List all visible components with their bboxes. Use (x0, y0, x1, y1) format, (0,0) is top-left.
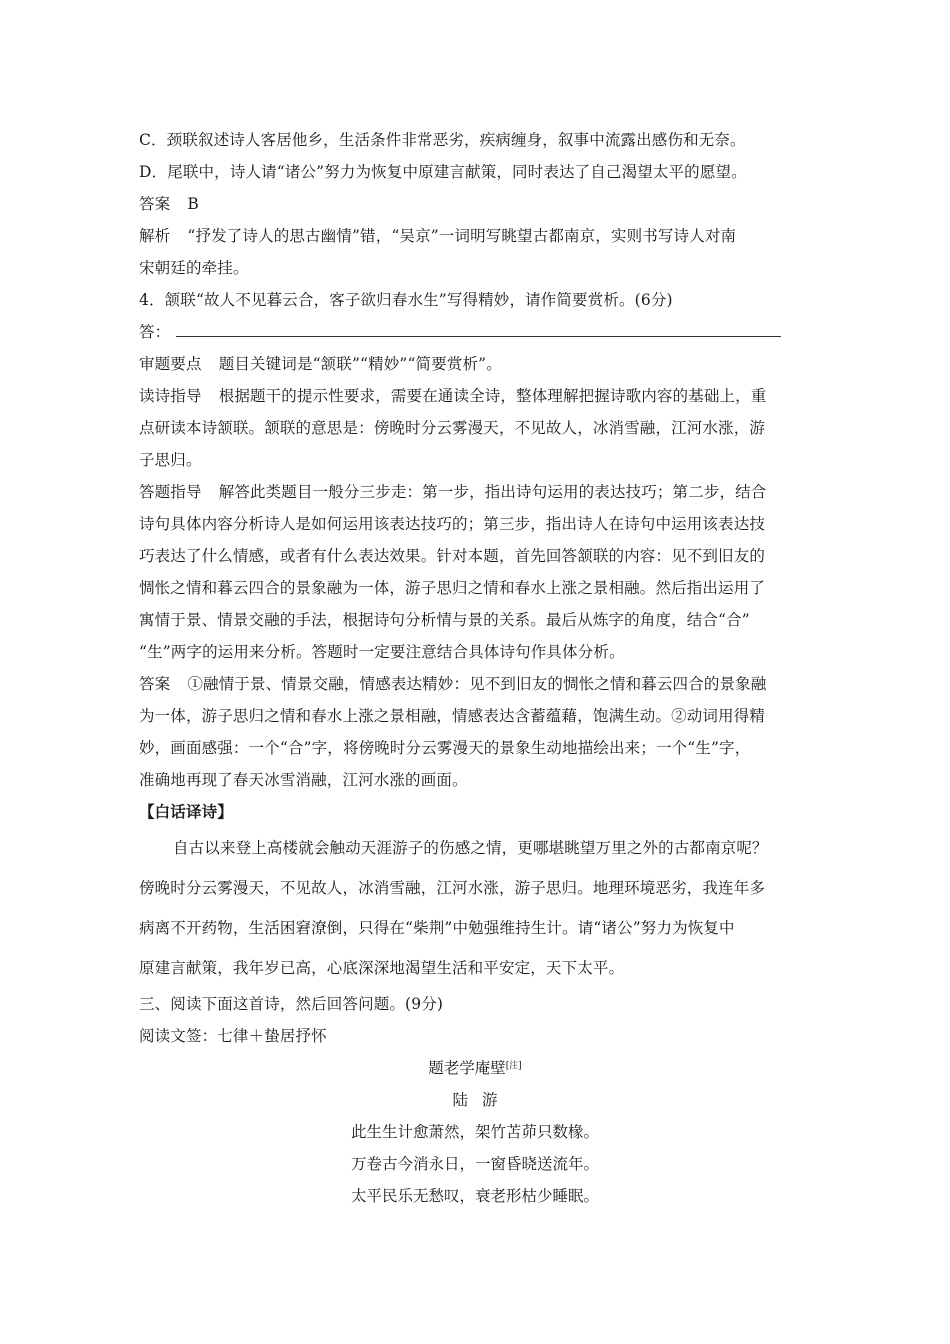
poem-author (0, 1090, 950, 1110)
guide-text-1: 解答此类题目一般分三步走：第一步，指出诗句运用的表达技巧；第二步，结合 (218, 483, 767, 501)
poem-line-2: 万卷古今消永日，一窗昏晓送流年。 (350, 1155, 599, 1173)
section-3-heading: 三、阅读下面这首诗，然后回答问题。(9分) (139, 995, 444, 1013)
answer-2-line-2: 为一体，游子思归之情和春水上涨之景相融，情感表达含蓄蕴藉，饱满生动。②动词用得精 (139, 707, 766, 725)
answer-guide-line-5: 寓情于景、情景交融的手法，根据诗句分析情与景的关系。最后从炼字的角度，结合“合” (139, 611, 750, 629)
answer-2-label: 答案 (139, 675, 171, 693)
reading-guide-line-3: 子思归。 (139, 451, 202, 469)
poem-note-marker[interactable]: [注] (505, 1061, 522, 1071)
reading-label: 读诗指导 (139, 387, 202, 405)
answer-1-value: B (187, 195, 199, 213)
question-4-answer-line (139, 322, 811, 342)
analysis-text-1: “抒发了诗人的思古幽情”错，“吴京”一词明写眺望古都南京，实则书写诗人对南 (187, 227, 737, 245)
answer-blank[interactable] (176, 322, 781, 337)
poem-author-2: 游 (482, 1091, 498, 1109)
reading-tag: 阅读文签：七律＋蛰居抒怀 (139, 1027, 327, 1045)
translation-line-1: 自古以来登上高楼就会触动天涯游子的伤感之情，更哪堪眺望万里之外的古都南京呢？ (173, 839, 768, 857)
poem-author-1: 陆 (452, 1091, 482, 1109)
answer-2-line-1 (139, 674, 811, 694)
answer-2-line-4: 准确地再现了春天冰雪消融，江河水涨的画面。 (139, 771, 468, 789)
translation-line-4: 原建言献策，我年岁已高，心底深深地渴望生活和平安定，天下太平。 (139, 959, 625, 977)
analysis-label: 解析 (139, 227, 171, 245)
reading-guide-line-2: 点研读本诗颔联。颔联的意思是：傍晚时分云雾漫天，不见故人，冰消雪融，江河水涨，游 (139, 419, 766, 437)
analysis-line-2: 宋朝廷的牵挂。 (139, 259, 249, 277)
reading-text-1: 根据题干的提示性要求，需要在通读全诗，整体理解把握诗歌内容的基础上，重 (218, 387, 767, 405)
review-label: 审题要点 (139, 355, 202, 373)
answer-1 (139, 194, 811, 214)
review-text: 题目关键词是“颔联”“精妙”“简要赏析”。 (218, 355, 502, 373)
poem-line-1: 此生生计愈萧然，架竹苫茆只数椽。 (350, 1123, 599, 1141)
reading-guide-line-1 (139, 386, 811, 406)
option-c: C．颈联叙述诗人客居他乡，生活条件非常恶劣，疾病缠身，叙事中流露出感伤和无奈。 (139, 131, 746, 149)
option-d: D．尾联中，诗人请“诸公”努力为恢复中原建言献策，同时表达了自己渴望太平的愿望。 (139, 163, 747, 181)
question-4: 4．颔联“故人不见暮云合，客子欲归春水生”写得精妙，请作简要赏析。(6分) (139, 291, 673, 309)
answer-2-text-1: ①融情于景、情景交融，情感表达精妙：见不到旧友的惆怅之情和暮云四合的景象融 (187, 675, 767, 693)
answer-guide-line-2: 诗句具体内容分析诗人是如何运用该表达技巧的；第三步，指出诗人在诗句中运用该表达技 (139, 515, 766, 533)
answer-guide-line-4: 惆怅之情和暮云四合的景象融为一体，游子思归之情和春水上涨之景相融。然后指出运用了 (139, 579, 766, 597)
answer-guide-line-1 (139, 482, 811, 502)
translation-heading: 【白话译诗】 (139, 802, 233, 821)
answer-prefix: 答： (139, 323, 171, 341)
answer-guide-line-6: “生”两字的运用来分析。答题时一定要注意结合具体诗句作具体分析。 (139, 643, 625, 661)
translation-line-2: 傍晚时分云雾漫天，不见故人，冰消雪融，江河水涨，游子思归。地理环境恶劣，我连年多 (139, 879, 766, 897)
answer-2-line-3: 妙，画面感强：一个“合”字，将傍晚时分云雾漫天的景象生动地描绘出来；一个“生”字， (139, 739, 751, 757)
review-points (139, 354, 811, 374)
poem-title-text: 题老学庵壁 (428, 1059, 506, 1077)
analysis-line-1 (139, 226, 811, 246)
poem-line-3: 太平民乐无愁叹，衰老形枯少睡眠。 (350, 1187, 599, 1205)
poem-title (0, 1058, 950, 1078)
answer-1-label: 答案 (139, 195, 171, 213)
answer-guide-line-3: 巧表达了什么情感，或者有什么表达效果。针对本题，首先回答颔联的内容：见不到旧友的 (139, 547, 766, 565)
translation-line-3: 病离不开药物，生活困窘潦倒，只得在“柴荆”中勉强维持生计。请“诸公”努力为恢复中 (139, 919, 735, 937)
guide-label: 答题指导 (139, 483, 202, 501)
